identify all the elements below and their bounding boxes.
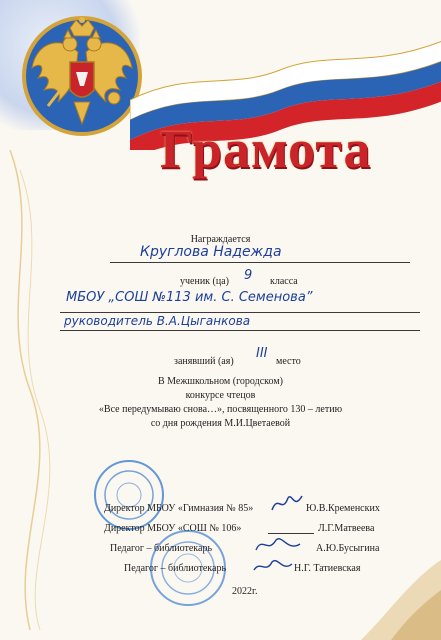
place-value: III	[256, 346, 268, 361]
signature-icon	[252, 556, 294, 581]
signer-3-role: Педагог – библиотекарь	[110, 543, 213, 554]
supervisor-name: руководитель В.А.Цыганкова	[64, 314, 251, 328]
name-line	[110, 262, 410, 263]
scroll-corner-decoration	[321, 520, 441, 640]
place-prefix: занявший (ая)	[174, 356, 234, 367]
competition-line-2: конкурсе чтецов	[185, 390, 256, 401]
grade-suffix: класса	[270, 276, 298, 287]
grade-value: 9	[244, 268, 253, 283]
place-suffix: место	[276, 356, 301, 367]
signer-4-name: Н.Г. Татиевская	[294, 563, 361, 574]
signer-2-name: Л.Г.Матвеева	[318, 523, 375, 534]
supervisor-line	[60, 330, 420, 331]
school-stamp-icon	[92, 458, 166, 532]
competition-line-3: «Все передумываю снова…», посвященного 130 – летию	[98, 404, 343, 415]
signature-icon	[268, 490, 308, 521]
certificate-title: Грамота	[160, 119, 372, 179]
awarded-label: Награждается	[190, 234, 251, 245]
recipient-name: Круглова Надежда	[140, 244, 282, 260]
coat-of-arms-icon	[18, 14, 146, 154]
competition-line-1: В Межшкольном (городском)	[158, 376, 283, 387]
signer-2-role: Директор МБОУ «СОШ № 106»	[104, 523, 242, 534]
school-line	[60, 312, 420, 313]
student-prefix: ученик (ца)	[180, 276, 229, 287]
signer-4-role: Педагог – библиотекарь	[124, 563, 227, 574]
competition-line-4: со дня рождения М.И.Цветаевой	[150, 418, 291, 429]
year: 2022г.	[232, 586, 258, 597]
signer-1-role: Директор МБОУ «Гимназия № 85»	[104, 503, 254, 514]
signer-3-name: А.Ю.Бусыгина	[316, 543, 380, 554]
signer-1-name: Ю.В.Кременских	[306, 503, 380, 514]
school-name: МБОУ „СОШ №113 им. С. Семенова”	[66, 290, 313, 305]
